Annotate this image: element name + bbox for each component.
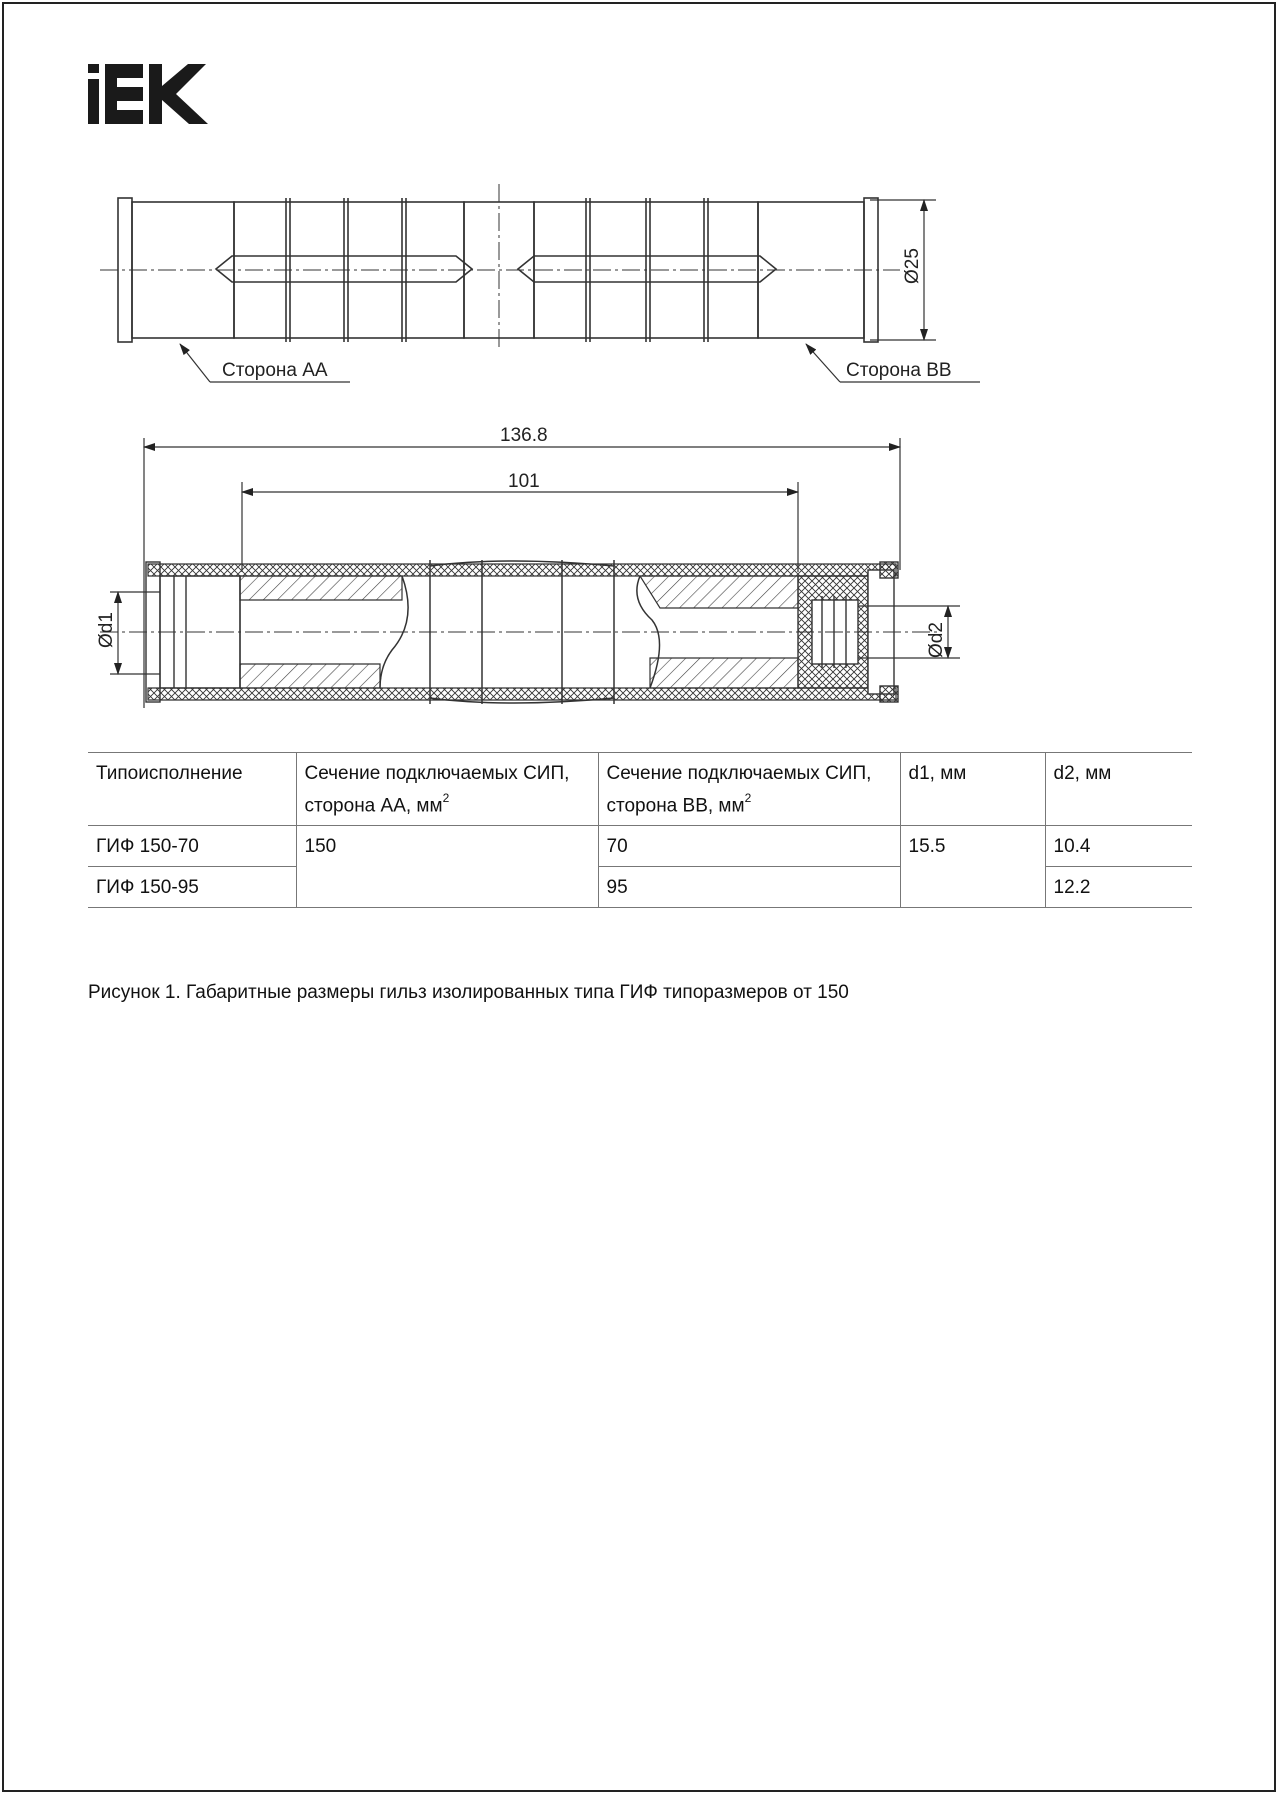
inner-length-label: 101 [508, 471, 540, 492]
header-d2: d2, мм [1045, 753, 1192, 826]
diameter-label: Ø25 [902, 248, 923, 284]
header-section-bb: Сечение подключаемых СИП, сторона ВВ, $мм^2$ [598, 753, 900, 826]
cell-type: ГИФ 150-95 [88, 867, 296, 908]
side-aa-label: Сторона АА [222, 360, 328, 381]
header-d1: d1, мм [900, 753, 1045, 826]
cell-d2: 12.2 [1045, 867, 1192, 908]
cell-type: ГИФ 150-70 [88, 826, 296, 867]
header-section-aa: Сечение подключаемых СИП, сторона АА, $мм^2$ [296, 753, 598, 826]
cell-section-bb: 70 [598, 826, 900, 867]
header-type: Типоисполнение [88, 753, 296, 826]
d2-label: Ød2 [926, 622, 947, 658]
side-bb-label: Сторона ВВ [846, 360, 952, 381]
cell-d2: 10.4 [1045, 826, 1192, 867]
figure-caption: Рисунок 1. Габаритные размеры гильз изолированных типа ГИФ типоразмеров от 150 [88, 982, 849, 1003]
cell-d1: 15.5 [900, 826, 1045, 908]
cell-section-aa: 150 [296, 826, 598, 908]
technical-drawing [0, 0, 1280, 740]
spec-table [88, 752, 1192, 908]
cell-section-bb: 95 [598, 867, 900, 908]
total-length-label: 136.8 [500, 425, 548, 446]
table-header-row [88, 753, 1192, 826]
table-row [88, 826, 1192, 867]
d1-label: Ød1 [96, 612, 117, 648]
